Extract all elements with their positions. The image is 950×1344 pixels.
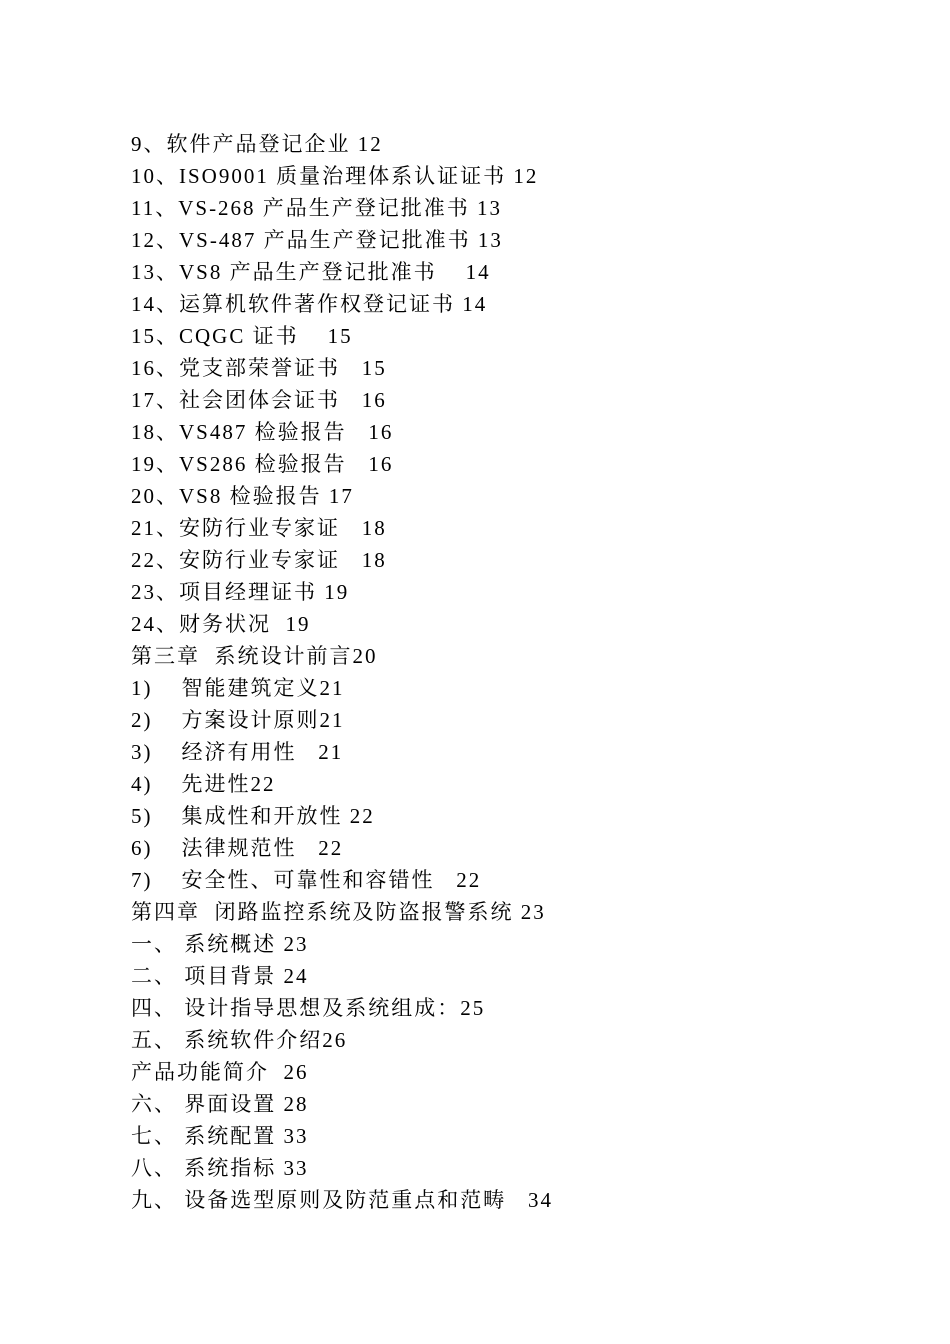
toc-entry: 24、财务状况 19 bbox=[131, 612, 311, 636]
toc-entry: 二、 项目背景 24 bbox=[131, 964, 309, 988]
toc-entry: 五、 系统软件介绍26 bbox=[131, 1028, 348, 1052]
toc-entry: 6) 法律规范性 22 bbox=[131, 836, 344, 860]
toc-entry: 23、项目经理证书 19 bbox=[131, 580, 350, 604]
toc-entry: 11、VS-268 产品生产登记批准书 13 bbox=[131, 196, 503, 220]
toc-entry: 16、党支部荣誉证书 15 bbox=[131, 356, 387, 380]
toc-entry: 一、 系统概述 23 bbox=[131, 932, 309, 956]
toc-entry: 21、安防行业专家证 18 bbox=[131, 516, 387, 540]
toc-entry: 15、CQGC 证书 15 bbox=[131, 324, 353, 348]
table-of-contents bbox=[131, 128, 891, 1216]
toc-entry: 9、软件产品登记企业 12 bbox=[131, 132, 383, 156]
toc-entry: 2) 方案设计原则21 bbox=[131, 708, 345, 732]
toc-entry: 12、VS-487 产品生产登记批准书 13 bbox=[131, 228, 503, 252]
toc-entry: 17、社会团体会证书 16 bbox=[131, 388, 387, 412]
toc-entry: 13、VS8 产品生产登记批准书 14 bbox=[131, 260, 491, 284]
toc-entry: 九、 设备选型原则及防范重点和范畴 34 bbox=[131, 1188, 553, 1212]
toc-entry: 4) 先进性22 bbox=[131, 772, 276, 796]
toc-entry: 5) 集成性和开放性 22 bbox=[131, 804, 375, 828]
toc-entry: 1) 智能建筑定义21 bbox=[131, 676, 345, 700]
toc-entry: 四、 设计指导思想及系统组成：25 bbox=[131, 996, 486, 1020]
toc-entry: 产品功能简介 26 bbox=[131, 1060, 309, 1084]
toc-entry: 14、运算机软件著作权登记证书 14 bbox=[131, 292, 488, 316]
toc-entry: 19、VS286 检验报告 16 bbox=[131, 452, 394, 476]
toc-entry: 10、ISO9001 质量治理体系认证证书 12 bbox=[131, 164, 539, 188]
toc-entry: 18、VS487 检验报告 16 bbox=[131, 420, 394, 444]
toc-entry: 六、 界面设置 28 bbox=[131, 1092, 309, 1116]
toc-chapter-heading: 第四章 闭路监控系统及防盗报警系统 23 bbox=[131, 900, 546, 924]
toc-entry: 7) 安全性、可靠性和容错性 22 bbox=[131, 868, 482, 892]
toc-entry: 七、 系统配置 33 bbox=[131, 1124, 309, 1148]
toc-entry: 八、 系统指标 33 bbox=[131, 1156, 309, 1180]
toc-entry: 22、安防行业专家证 18 bbox=[131, 548, 387, 572]
toc-entry: 3) 经济有用性 21 bbox=[131, 740, 344, 764]
toc-chapter-heading: 第三章 系统设计前言20 bbox=[131, 644, 378, 668]
toc-entry: 20、VS8 检验报告 17 bbox=[131, 484, 354, 508]
